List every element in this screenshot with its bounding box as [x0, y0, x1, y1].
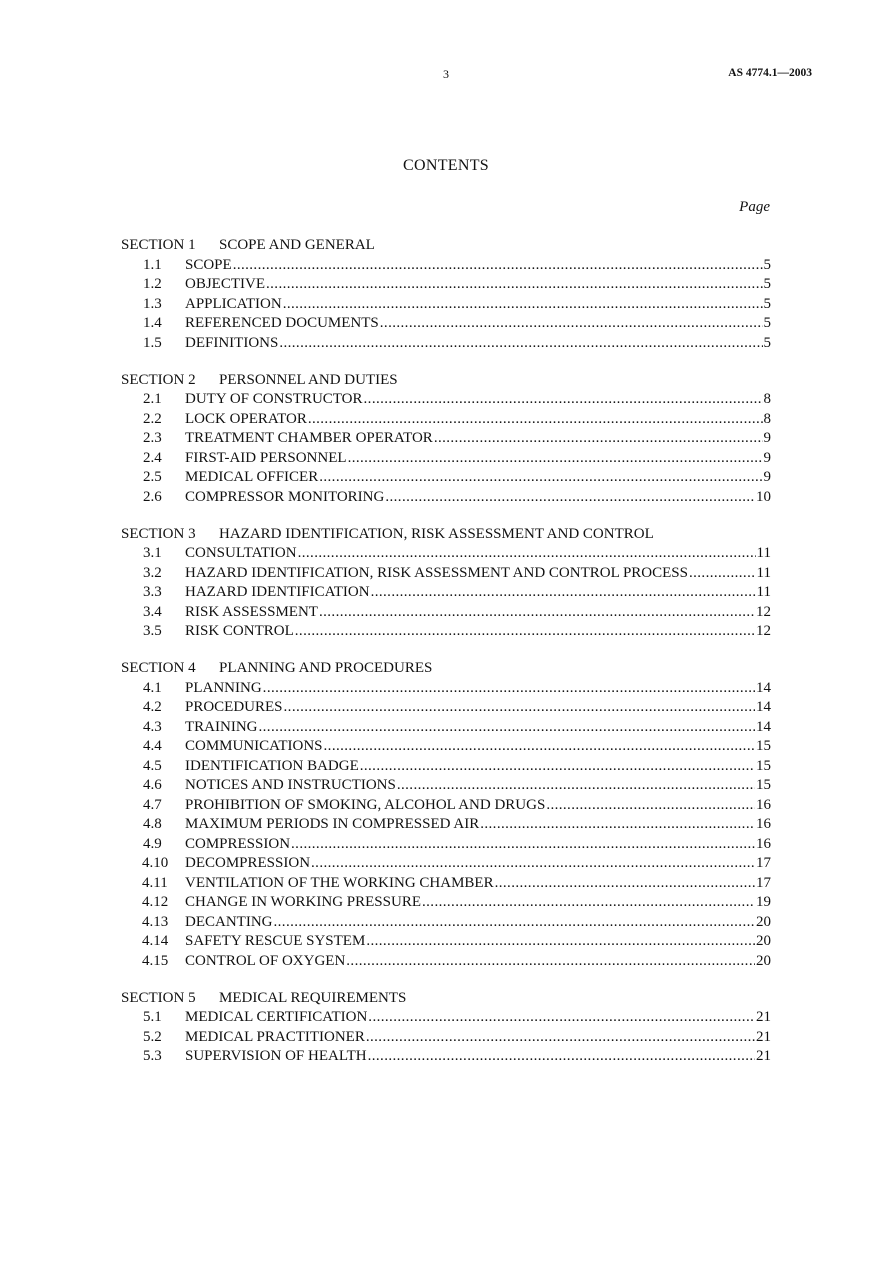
- entry-page-number: 10: [756, 488, 771, 505]
- toc-entry[interactable]: [121, 295, 771, 315]
- entry-page-number: 5: [763, 256, 771, 273]
- entry-page-number: 11: [756, 584, 771, 600]
- entry-number: 4.12: [142, 894, 169, 910]
- dot-leader: [371, 583, 756, 603]
- entry-title: RISK ASSESSMENT: [185, 603, 318, 620]
- section-heading[interactable]: [121, 989, 771, 1009]
- entry-number: 4.1: [143, 679, 162, 696]
- entry-page-number: 8: [763, 391, 771, 407]
- entry-page-number: 11: [756, 564, 771, 581]
- toc-entry[interactable]: [121, 952, 771, 972]
- dot-leader: [274, 913, 756, 933]
- entry-page-number: 16: [756, 816, 771, 832]
- toc-entry[interactable]: [121, 449, 771, 469]
- entry-title: OBJECTIVE: [185, 276, 265, 292]
- entry-page-number: 14: [756, 679, 771, 696]
- entry-title: MEDICAL OFFICER: [185, 469, 319, 485]
- entry-number: 2.4: [143, 449, 162, 466]
- dot-leader: [311, 854, 755, 874]
- entry-page-number: 15: [756, 777, 771, 793]
- entry-page-number: 14: [756, 718, 771, 735]
- entry-number: 4.11: [142, 874, 168, 891]
- entry-title: TREATMENT CHAMBER OPERATOR: [185, 430, 433, 446]
- entry-title: PROCEDURES: [185, 699, 283, 715]
- section-heading[interactable]: [121, 659, 771, 679]
- entry-title: MEDICAL CERTIFICATION: [185, 1009, 368, 1025]
- entry-page-number: 16: [756, 835, 771, 852]
- entry-number: 3.3: [143, 584, 162, 600]
- toc-section: [121, 989, 771, 1067]
- toc-entry[interactable]: [121, 854, 771, 874]
- entry-title: COMPRESSION: [185, 835, 291, 852]
- entry-page-number: 12: [756, 623, 771, 639]
- toc-entry[interactable]: [121, 622, 771, 642]
- toc-entry[interactable]: [121, 603, 771, 623]
- entry-number: 3.5: [143, 623, 162, 639]
- toc-entry[interactable]: [121, 776, 771, 796]
- entry-page-number: 5: [763, 295, 771, 312]
- toc-entry[interactable]: [121, 835, 771, 855]
- toc-entry[interactable]: [121, 314, 771, 334]
- section-number: SECTION 4: [121, 660, 196, 676]
- entry-title: VENTILATION OF THE WORKING CHAMBER: [185, 874, 494, 891]
- entry-title: TRAINING: [185, 718, 258, 735]
- page-number: 3: [443, 67, 449, 81]
- dot-leader: [263, 679, 755, 699]
- entry-title: SAFETY RESCUE SYSTEM: [185, 933, 366, 949]
- entry-page-number: 12: [756, 603, 771, 620]
- dot-leader: [295, 622, 755, 642]
- toc-entry[interactable]: [121, 893, 771, 913]
- dot-leader: [291, 835, 755, 855]
- entry-title: SCOPE: [185, 256, 232, 273]
- dot-leader: [298, 544, 756, 564]
- entry-title: DUTY OF CONSTRUCTOR: [185, 391, 363, 407]
- dot-leader: [324, 737, 755, 757]
- entry-number: 5.3: [143, 1048, 162, 1064]
- table-of-contents: [121, 236, 771, 1084]
- toc-entry[interactable]: [121, 488, 771, 508]
- entry-page-number: 5: [763, 334, 771, 351]
- entry-number: 4.7: [143, 796, 162, 813]
- dot-leader: [348, 449, 763, 469]
- dot-leader: [364, 390, 763, 410]
- entry-title: CONTROL OF OXYGEN: [185, 952, 346, 969]
- entry-page-number: 20: [756, 952, 771, 969]
- dot-leader: [495, 874, 755, 894]
- entry-number: 4.15: [142, 952, 169, 969]
- entry-page-number: 9: [763, 430, 771, 446]
- toc-entry[interactable]: [121, 679, 771, 699]
- toc-entry[interactable]: [121, 1047, 771, 1067]
- section-title: SCOPE AND GENERAL: [219, 237, 375, 253]
- entry-title: PROHIBITION OF SMOKING, ALCOHOL AND DRUGS: [185, 796, 546, 813]
- entry-page-number: 5: [763, 276, 771, 292]
- entry-page-number: 17: [756, 855, 771, 871]
- entry-page-number: 20: [756, 933, 771, 949]
- entry-title: HAZARD IDENTIFICATION: [185, 584, 370, 600]
- dot-leader: [233, 256, 763, 276]
- dot-leader: [266, 275, 763, 295]
- entry-number: 2.3: [143, 430, 162, 446]
- entry-title: CONSULTATION: [185, 545, 297, 561]
- entry-number: 3.1: [143, 545, 162, 561]
- toc-entry[interactable]: [121, 334, 771, 354]
- entry-number: 2.1: [143, 391, 162, 407]
- dot-leader: [346, 952, 755, 972]
- entry-number: 1.4: [143, 315, 162, 331]
- entry-title: MAXIMUM PERIODS IN COMPRESSED AIR: [185, 816, 480, 832]
- entry-number: 1.1: [143, 256, 162, 273]
- entry-number: 3.2: [143, 564, 162, 581]
- entry-page-number: 8: [763, 410, 771, 427]
- toc-section: [121, 525, 771, 642]
- dot-leader: [366, 932, 755, 952]
- toc-entry[interactable]: [121, 564, 771, 584]
- entry-page-number: 5: [763, 315, 771, 331]
- toc-entry[interactable]: [121, 275, 771, 295]
- toc-entry[interactable]: [121, 737, 771, 757]
- section-title: PERSONNEL AND DUTIES: [219, 371, 398, 388]
- toc-entry[interactable]: [121, 468, 771, 488]
- entry-title: PLANNING: [185, 679, 262, 696]
- toc-entry[interactable]: [121, 410, 771, 430]
- dot-leader: [319, 603, 755, 623]
- dot-leader: [319, 468, 762, 488]
- entry-title: DECANTING: [185, 913, 273, 930]
- entry-number: 4.9: [143, 835, 162, 852]
- entry-number: 5.1: [143, 1009, 162, 1025]
- entry-page-number: 11: [756, 545, 771, 561]
- entry-page-number: 15: [756, 738, 771, 754]
- entry-number: 2.5: [143, 469, 162, 485]
- dot-leader: [380, 314, 763, 334]
- section-number: SECTION 1: [121, 237, 196, 253]
- entry-title: NOTICES AND INSTRUCTIONS: [185, 777, 396, 793]
- toc-entry[interactable]: [121, 757, 771, 777]
- dot-leader: [385, 488, 755, 508]
- section-title: HAZARD IDENTIFICATION, RISK ASSESSMENT AND CONTROL: [219, 525, 654, 542]
- section-heading[interactable]: [121, 371, 771, 391]
- entry-number: 4.3: [143, 718, 162, 735]
- toc-entry[interactable]: [121, 583, 771, 603]
- toc-entry[interactable]: [121, 796, 771, 816]
- entry-number: 5.2: [143, 1028, 162, 1045]
- toc-entry[interactable]: [121, 256, 771, 276]
- entry-number: 4.14: [142, 933, 169, 949]
- entry-title: RISK CONTROL: [185, 623, 294, 639]
- toc-entry[interactable]: [121, 1028, 771, 1048]
- entry-page-number: 15: [756, 757, 771, 774]
- toc-entry[interactable]: [121, 1008, 771, 1028]
- toc-section: [121, 659, 771, 971]
- entry-page-number: 21: [756, 1048, 771, 1064]
- entry-number: 4.5: [143, 757, 162, 774]
- toc-entry[interactable]: [121, 698, 771, 718]
- toc-section: [121, 371, 771, 508]
- entry-title: IDENTIFICATION BADGE: [185, 757, 359, 774]
- entry-page-number: 14: [756, 699, 771, 715]
- entry-title: MEDICAL PRACTITIONER: [185, 1028, 365, 1045]
- page-column-label: Page: [739, 199, 770, 215]
- entry-page-number: 21: [756, 1009, 771, 1025]
- entry-title: SUPERVISION OF HEALTH: [185, 1048, 367, 1064]
- entry-page-number: 9: [763, 449, 771, 466]
- dot-leader: [259, 718, 756, 738]
- dot-leader: [689, 564, 756, 584]
- entry-page-number: 17: [756, 874, 771, 891]
- entry-number: 2.6: [143, 488, 162, 505]
- entry-page-number: 20: [756, 913, 771, 930]
- toc-entry[interactable]: [121, 815, 771, 835]
- entry-page-number: 16: [756, 796, 771, 813]
- toc-entry[interactable]: [121, 544, 771, 564]
- section-number: SECTION 5: [121, 989, 196, 1006]
- entry-page-number: 21: [756, 1028, 771, 1045]
- entry-title: DEFINITIONS: [185, 334, 279, 351]
- toc-entry[interactable]: [121, 932, 771, 952]
- dot-leader: [279, 334, 762, 354]
- contents-title: CONTENTS: [403, 157, 489, 174]
- entry-number: 3.4: [143, 603, 162, 620]
- section-title: PLANNING AND PROCEDURES: [219, 660, 433, 676]
- entry-title: APPLICATION: [185, 295, 282, 312]
- dot-leader: [546, 796, 755, 816]
- section-heading[interactable]: [121, 525, 771, 545]
- entry-number: 1.3: [143, 295, 162, 312]
- section-title: MEDICAL REQUIREMENTS: [219, 989, 407, 1006]
- section-number: SECTION 2: [121, 371, 196, 388]
- toc-section: [121, 236, 771, 353]
- dot-leader: [366, 1028, 755, 1048]
- dot-leader: [283, 295, 763, 315]
- entry-number: 4.8: [143, 816, 162, 832]
- entry-number: 1.5: [143, 334, 162, 351]
- toc-entry[interactable]: [121, 913, 771, 933]
- entry-number: 2.2: [143, 410, 162, 427]
- entry-number: 4.6: [143, 777, 162, 793]
- entry-page-number: 19: [756, 894, 771, 910]
- document-code: AS 4774.1—2003: [728, 67, 812, 79]
- toc-entry[interactable]: [121, 874, 771, 894]
- entry-number: 4.2: [143, 699, 162, 715]
- dot-leader: [308, 410, 763, 430]
- dot-leader: [368, 1047, 755, 1067]
- section-number: SECTION 3: [121, 525, 196, 542]
- dot-leader: [368, 1008, 755, 1028]
- dot-leader: [397, 776, 755, 796]
- toc-entry[interactable]: [121, 429, 771, 449]
- entry-title: DECOMPRESSION: [185, 855, 311, 871]
- entry-number: 4.4: [143, 738, 162, 754]
- dot-leader: [360, 757, 755, 777]
- dot-leader: [434, 429, 763, 449]
- toc-entry[interactable]: [121, 390, 771, 410]
- section-heading[interactable]: [121, 236, 771, 256]
- entry-number: 4.10: [142, 855, 169, 871]
- entry-page-number: 9: [763, 469, 771, 485]
- entry-number: 1.2: [143, 276, 162, 292]
- entry-title: HAZARD IDENTIFICATION, RISK ASSESSMENT AND CONTROL PROCESS: [185, 564, 688, 581]
- dot-leader: [422, 893, 755, 913]
- entry-title: COMPRESSOR MONITORING: [185, 488, 385, 505]
- dot-leader: [284, 698, 755, 718]
- dot-leader: [480, 815, 755, 835]
- entry-title: LOCK OPERATOR: [185, 410, 307, 427]
- entry-title: COMMUNICATIONS: [185, 738, 323, 754]
- entry-number: 4.13: [142, 913, 169, 930]
- toc-entry[interactable]: [121, 718, 771, 738]
- entry-title: REFERENCED DOCUMENTS: [185, 315, 379, 331]
- entry-title: FIRST-AID PERSONNEL: [185, 449, 347, 466]
- entry-title: CHANGE IN WORKING PRESSURE: [185, 894, 421, 910]
